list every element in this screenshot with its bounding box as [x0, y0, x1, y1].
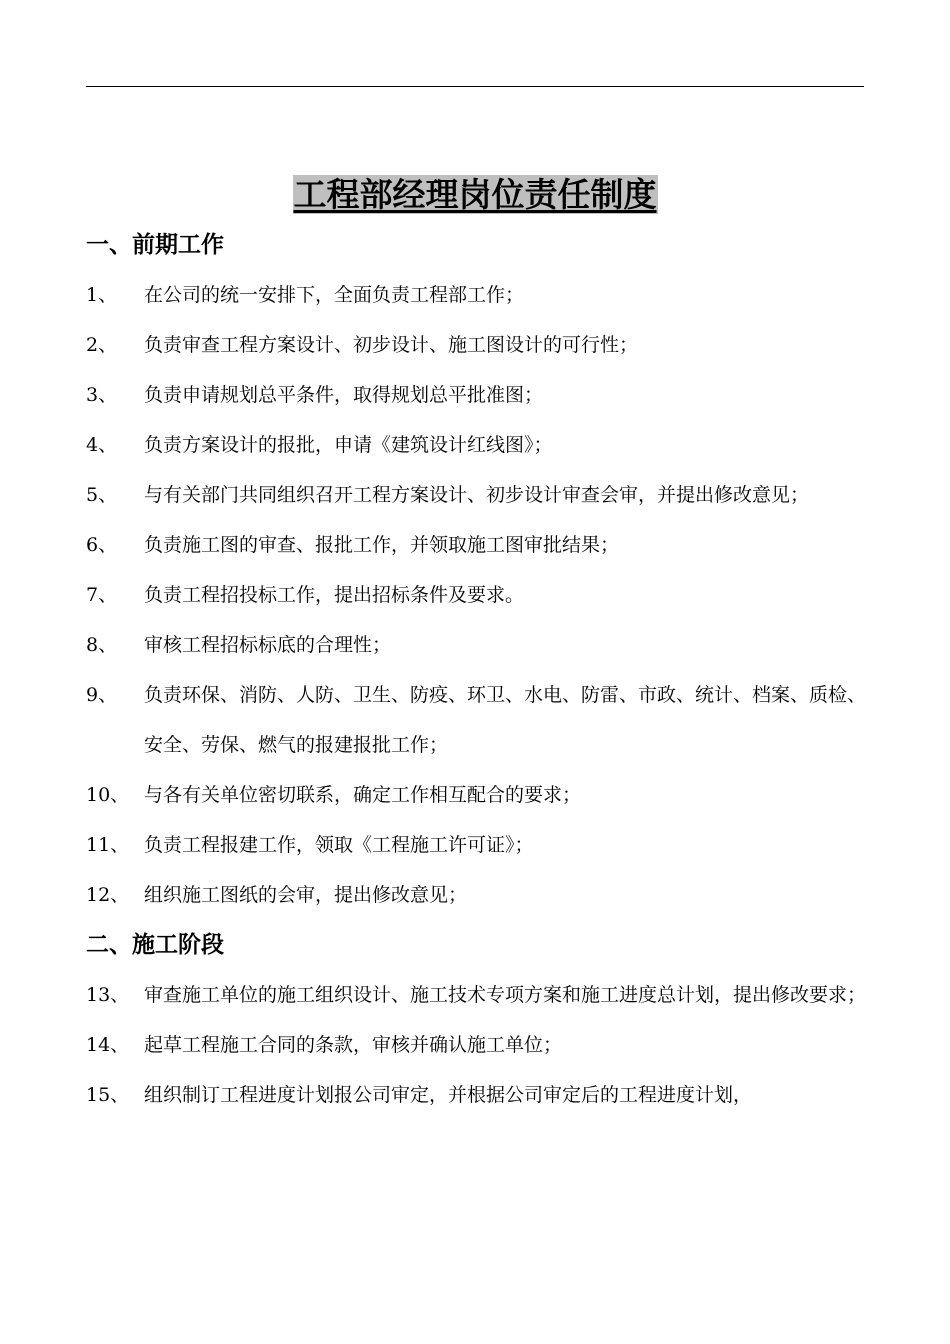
list-item	[86, 470, 866, 520]
item-text: 起草工程施工合同的条款，审核并确认施工单位；	[144, 1034, 563, 1056]
section-construction-phase	[86, 920, 866, 1120]
list-item	[86, 520, 866, 570]
item-text: 负责申请规划总平条件，取得规划总平批准图；	[144, 384, 544, 406]
item-number: 14、	[86, 1034, 130, 1056]
list-item	[86, 270, 866, 320]
list-item	[86, 370, 866, 420]
item-text: 负责方案设计的报批，申请《建筑设计红线图》；	[144, 434, 553, 456]
item-number: 9、	[86, 684, 118, 706]
item-text: 负责工程招投标工作，提出招标条件及要求。	[144, 584, 525, 606]
document-title	[0, 170, 950, 220]
list-item	[86, 820, 866, 870]
item-number: 15、	[86, 1084, 130, 1106]
item-number: 10、	[86, 784, 130, 806]
item-text: 与有关部门共同组织召开工程方案设计、初步设计审查会审，并提出修改意见；	[144, 484, 810, 506]
item-number: 11、	[86, 834, 130, 856]
list-item	[86, 620, 866, 670]
item-text: 审查施工单位的施工组织设计、施工技术专项方案和施工进度总计划，提出修改要求；	[144, 984, 867, 1006]
item-number: 6、	[86, 534, 118, 556]
item-number: 2、	[86, 334, 118, 356]
list-item	[86, 570, 866, 620]
item-number: 7、	[86, 584, 118, 606]
document-body	[86, 220, 866, 1120]
list-item	[86, 320, 866, 370]
list-item	[86, 420, 866, 470]
item-text: 组织制订工程进度计划报公司审定，并根据公司审定后的工程进度计划，	[144, 1084, 753, 1106]
list-item	[86, 770, 866, 820]
section-heading: 二、施工阶段	[86, 932, 224, 958]
item-number: 3、	[86, 384, 118, 406]
item-text: 组织施工图纸的会审，提出修改意见；	[144, 884, 468, 906]
list-item	[86, 870, 866, 920]
item-text: 负责审查工程方案设计、初步设计、施工图设计的可行性；	[144, 334, 639, 356]
list-item	[86, 670, 866, 770]
list-item	[86, 970, 866, 1020]
item-number: 8、	[86, 634, 118, 656]
item-text: 负责工程报建工作，领取《工程施工许可证》；	[144, 834, 534, 856]
item-number: 12、	[86, 884, 130, 906]
item-number: 1、	[86, 284, 118, 306]
item-number: 5、	[86, 484, 118, 506]
section-heading: 一、前期工作	[86, 232, 224, 258]
item-number: 13、	[86, 984, 130, 1006]
list-item	[86, 1020, 866, 1070]
document-title-text: 工程部经理岗位责任制度	[293, 175, 657, 214]
item-text: 负责施工图的审查、报批工作，并领取施工图审批结果；	[144, 534, 620, 556]
list-item	[86, 1070, 866, 1120]
item-text: 审核工程招标标底的合理性；	[144, 634, 392, 656]
section-preliminary-work	[86, 220, 866, 920]
item-text: 与各有关单位密切联系，确定工作相互配合的要求；	[144, 784, 582, 806]
header-rule	[86, 86, 864, 87]
item-text: 负责环保、消防、人防、卫生、防疫、环卫、水电、防雷、市政、统计、档案、质检、安全、劳保、燃气的报建报批工作；	[144, 684, 867, 756]
item-text: 在公司的统一安排下，全面负责工程部工作；	[144, 284, 525, 306]
item-number: 4、	[86, 434, 118, 456]
